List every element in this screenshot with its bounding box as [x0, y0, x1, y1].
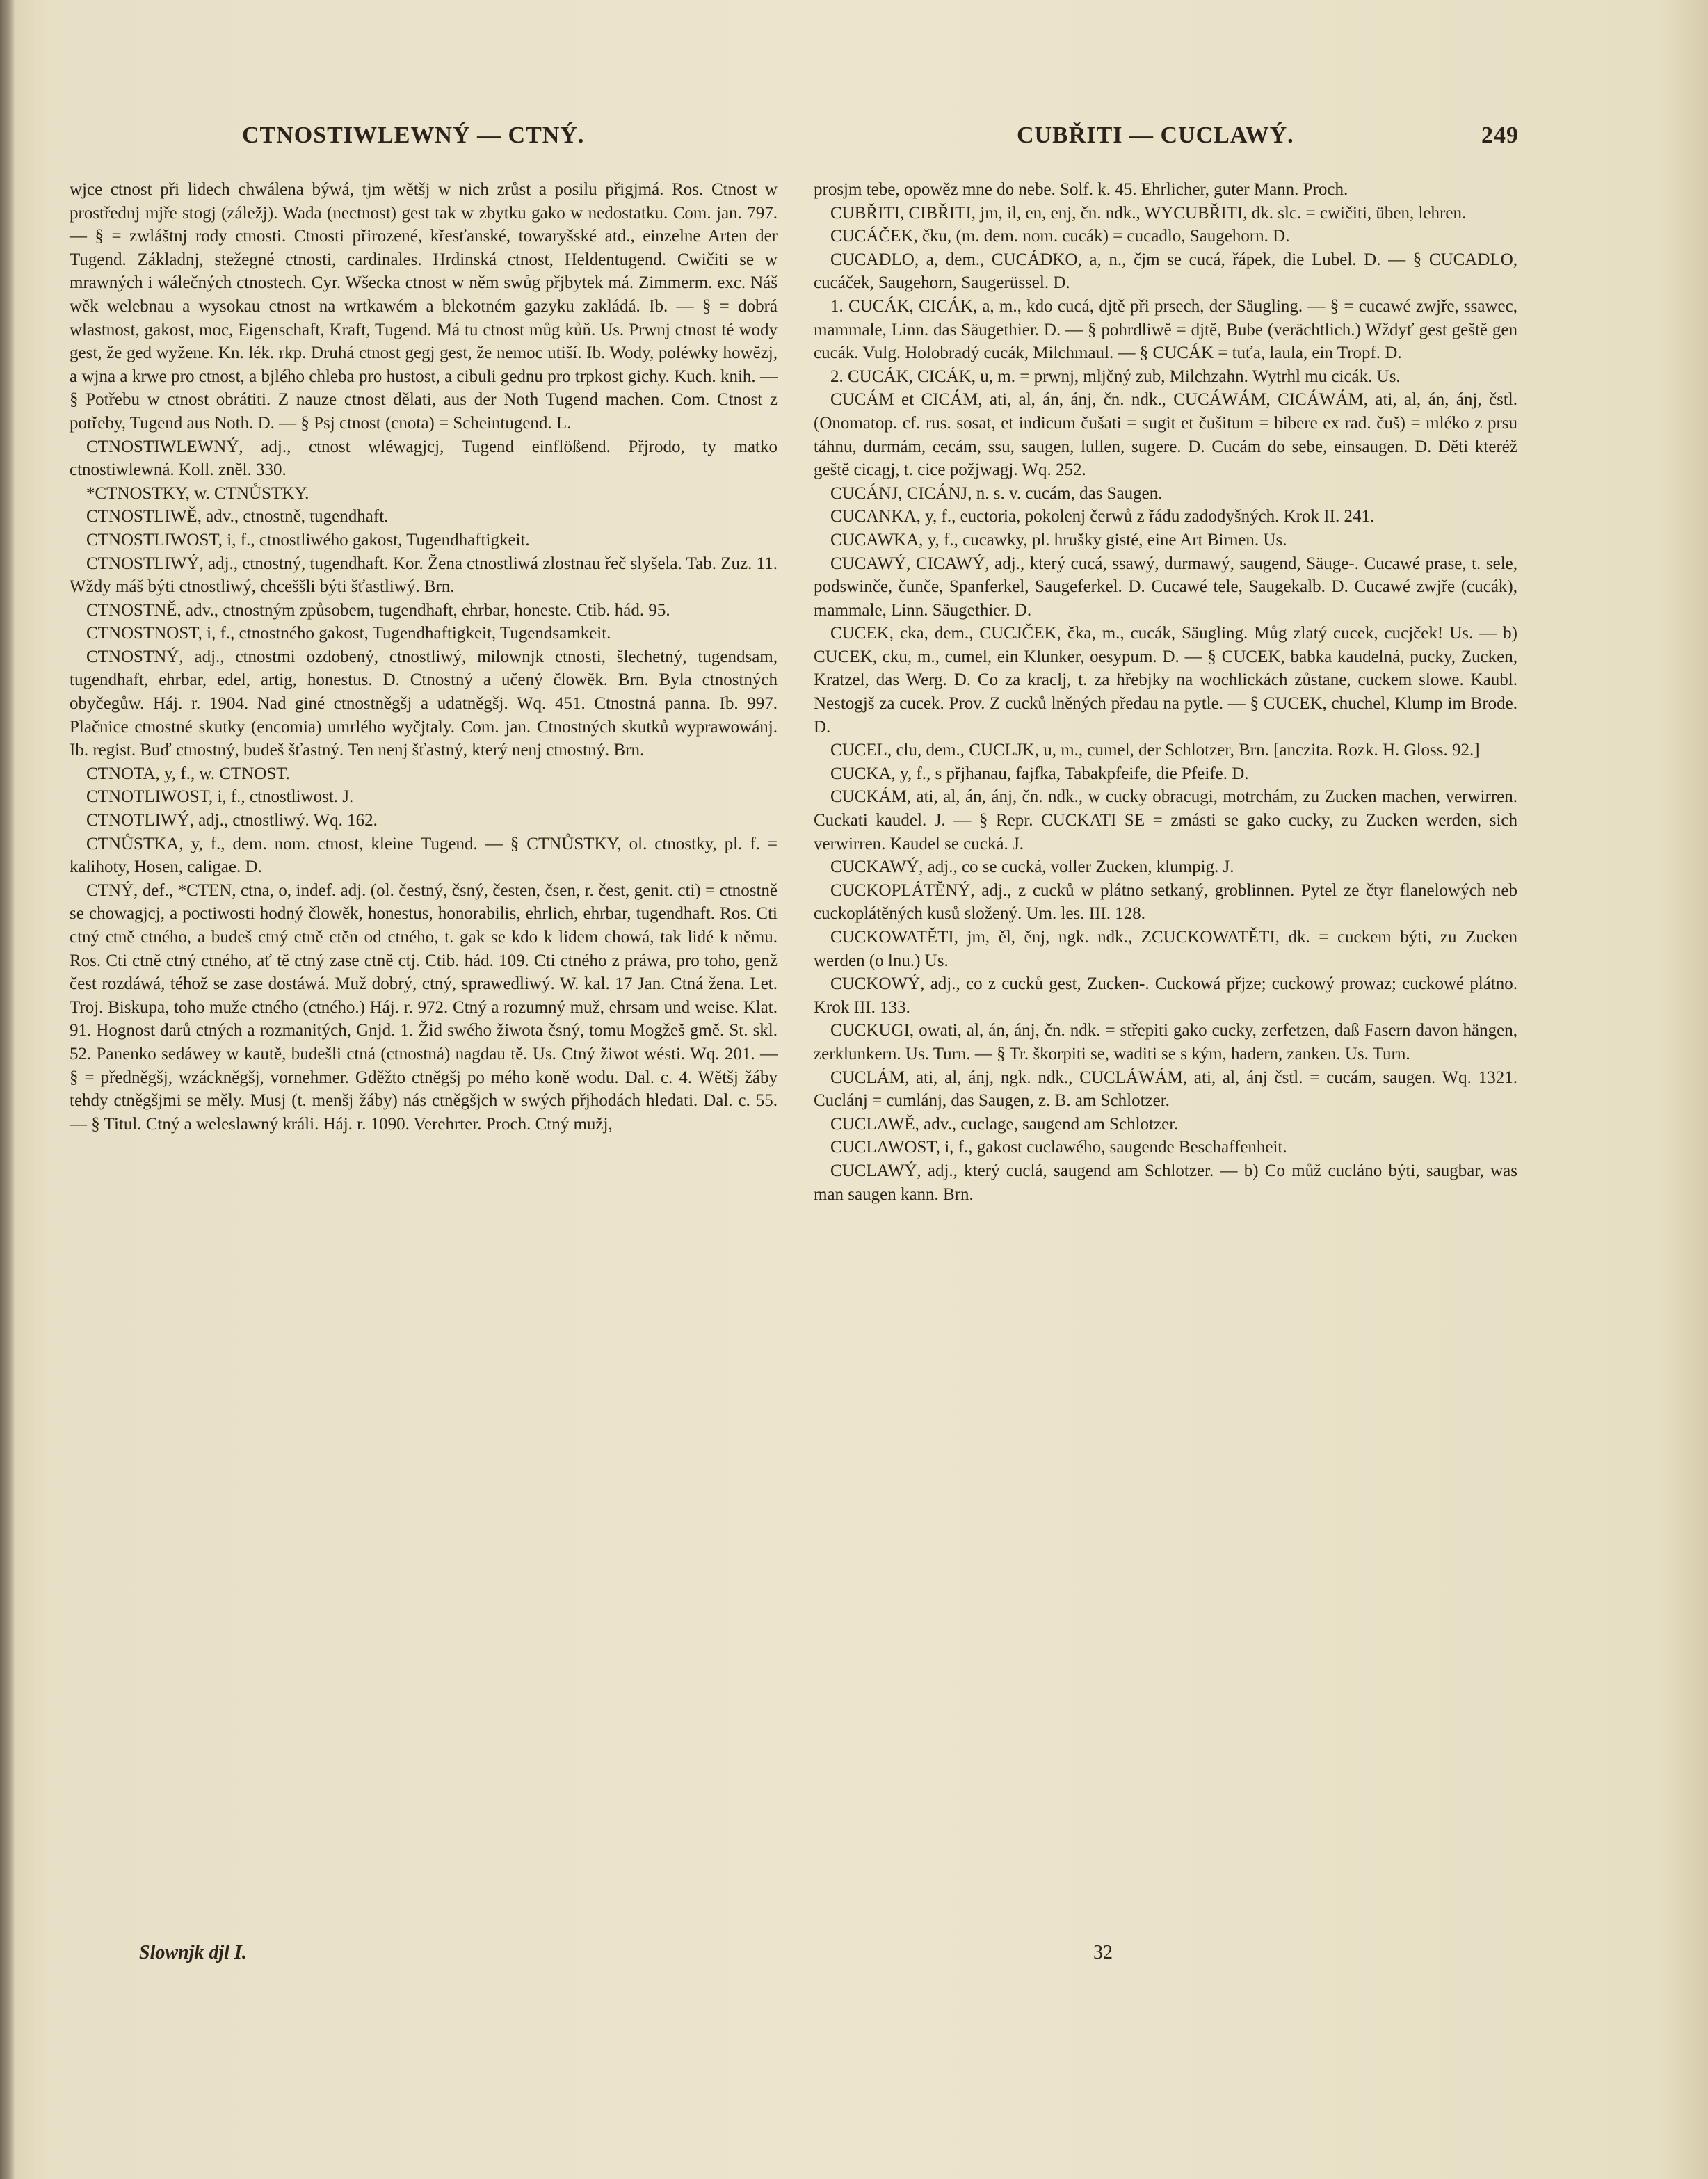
dictionary-entry: CUCANKA, y, f., euctoria, pokolenj čerwů z řádu zadodyšných. Krok II. 241. [830, 507, 1375, 526]
dictionary-entry: CTNOTLIWOST, i, f., ctnostliwost. J. [86, 787, 354, 807]
dictionary-entry: CTNOSTLIWOST, i, f., ctnostliwého gakost, Tugendhaftigkeit. [86, 530, 530, 549]
dictionary-entry: CTNOSTIWLEWNÝ, adj., ctnost wléwagjcj, Tugend einflößend. Přjrodo, ty matko ctnostiwlewná. Koll. zněl. 330. [70, 437, 778, 480]
dictionary-entry: CUCKOWATĚTI, jm, ěl, ěnj, ngk. ndk., ZCUCKOWATĚTI, dk. = cuckem býti, zu Zucken werden (o lnu.) Us. [814, 928, 1517, 970]
book-spine-shadow [0, 0, 15, 2179]
dictionary-entry: CTNOSTLIWÝ, adj., ctnostný, tugendhaft. Kor. Žena ctnostliwá zlostnau řeč slyšela. Tab. Zuz. 11. Wždy máš býti ctnostliwý, chceššli býti šťastliwý. Brn. [70, 554, 778, 597]
dictionary-entry: CUCKA, y, f., s přjhanau, fajfka, Tabakpfeife, die Pfeife. D. [830, 764, 1249, 783]
dictionary-entry: CUCLAWÝ, adj., který cuclá, saugend am Schlotzer. — b) Co můž cucláno býti, saugbar, was man saugen kann. Brn. [814, 1161, 1517, 1204]
header-center-title: CUBŘITI — CUCLAWÝ. [1017, 122, 1294, 148]
dictionary-entry: CUBŘITI, CIBŘITI, jm, il, en, enj, čn. ndk., WYCUBŘITI, dk. slc. = cwičiti, üben, lehren. [830, 203, 1467, 223]
dictionary-entry: CUCÁNJ, CICÁNJ, n. s. v. cucám, das Saugen. [830, 483, 1163, 503]
running-header [0, 117, 1708, 159]
dictionary-entry: CTNOTA, y, f., w. CTNOST. [86, 764, 290, 783]
dictionary-entry: CTNŮSTKA, y, f., dem. nom. ctnost, kleine Tugend. — § CTNŮSTKY, ol. ctnostky, pl. f. = kalihoty, Hosen, caligae. D. [70, 834, 778, 877]
dictionary-entry: CUCÁČEK, čku, (m. dem. nom. cucák) = cucadlo, Saugehorn. D. [830, 227, 1290, 246]
right-column [814, 178, 1517, 1206]
page-footer [0, 1942, 1708, 1977]
dictionary-entry: CUCLÁM, ati, al, ánj, ngk. ndk., CUCLÁWÁM, ati, al, ánj čstl. = cucám, saugen. Wq. 1321. Cuclánj = cumlánj, das Saugen, z. B. am Schlotzer. [814, 1068, 1517, 1111]
dictionary-entry: CUCLAWĚ, adv., cuclage, saugend am Schlotzer. [830, 1114, 1179, 1134]
footer-signature: Slownjk djl I. [139, 1942, 247, 1963]
dictionary-entry: CUCKÁM, ati, al, án, ánj, čn. ndk., w cucky obracugi, motrchám, zu Zucken machen, verwirren. Cuckati kaudel. J. — § Repr. CUCKATI SE = zmásti se gako cucky, zu Zucken werden, sich verwirren. Kaudel se cucká. J. [814, 787, 1517, 853]
dictionary-entry: CTNOTLIWÝ, adj., ctnostliwý. Wq. 162. [86, 811, 378, 830]
dictionary-entry: CTNOSTNĚ, adv., ctnostným způsobem, tugendhaft, ehrbar, honeste. Ctib. hád. 95. [86, 600, 670, 620]
dictionary-entry: CUCKAWÝ, adj., co se cucká, voller Zucken, klumpig. J. [830, 858, 1234, 877]
dictionary-entry: 1. CUCÁK, CICÁK, a, m., kdo cucá, djtě při prsech, der Säugling. — § = cucawé zwjře, ssawec, mammale, Linn. das Säugethier. D. — § pohrdliwě = djtě, Bube (verächtlich.) Wždyť gest geště gen cucák. Vulg. Holobradý cucák, Milchmaul. — § CUCÁK = tuťa, laula, ein Tropf. D. [814, 296, 1517, 363]
dictionary-entry: CUCAWKA, y, f., cucawky, pl. hrušky gisté, eine Art Birnen. Us. [830, 530, 1287, 549]
dictionary-entry: CTNÝ, def., *CTEN, ctna, o, indef. adj. (ol. čestný, čsný, česten, čsen, r. čest, genit. cti) = ctnostně se chowagjcj, a poctiwosti hodný člowěk, honestus, honorabilis, ehrlich, ehrbar, tugendhaft. Ros. Cti ctný ctně ctného, a budeš ctný ctně ctěn od ctného, t. gak se kdo k lidem chowá, tak lidé k němu. Ros. Cti ctně ctný ctného, ať tě ctný zase ctně ctj. Ctib. hád. 109. Cti ctného z práwa, pro toho, genž čest rozdáwá, téhož se zase dostáwá. Muž dobrý, ctný, sprawedliwý. W. kal. 17 Jan. Ctná žena. Let. Troj. Biskupa, toho muže ctného (ctného.) Háj. r. 972. Ctný a rozumný muž, ehrsam und weise. Klat. 91. Hognost darů ctných a rozmanitých, Gnjd. 1. Žid swého žiwota čsný, tomu Mogžeš gmě. St. skl. 52. Panenko sedáwey w kautě, budešli ctná (ctnostná) nagdau tě. Us. Ctný žiwot wésti. Wq. 201. — § = předněgšj, wzáckněgšj, vornehmer. Gděžto ctněgšj po mého koně wodu. Dal. c. 4. Wětšj žáby tehdy ctněgšjmi se měly. Musj (t. menšj žáby) nás ctněgšjch w swých přjhodách hledati. Dal. c. 55. — § Titul. Ctný a weleslawný králi. Háj. r. 1090. Verehrter. Proch. Ctný mužj, [70, 881, 778, 1134]
dictionary-entry: CUCADLO, a, dem., CUCÁDKO, a, n., čjm se cucá, řápek, die Lubel. D. — § CUCADLO, cucáček, Saugehorn, Saugerüssel. D. [814, 250, 1517, 293]
dictionary-entry: CUCKOWÝ, adj., co z cucků gest, Zucken-. Cuckowá přjze; cuckowý prowaz; cuckowé plátno. Krok III. 133. [814, 974, 1517, 1017]
dictionary-entry: wjce ctnost při lidech chwálena býwá, tjm wětšj w nich zrůst a posilu přigjmá. Ros. Ctnost w prostřednj mjře stogj (záležj). Wada (nectnost) gest tak w zbytku gako w nedostatku. Com. jan. 797. — § = zwláštnj rody ctnosti. Ctnosti přirozené, křesťanské, towaryšské atd., einzelne Arten der Tugend. Základnj, stežegné ctnosti, cardinales. Hrdinská ctnost, Heldentugend. Cwičiti se w mrawných i wálečných ctnostech. Cyr. Wšecka ctnost w něm swůg přjbytek má. Zimmerm. exc. Náš wěk welebnau a wysokau ctnost na wrtkawém a blekotném gazyku zakládá. Ib. — § = dobrá wlastnost, gakost, moc, Eigenschaft, Kraft, Tugend. Má tu ctnost můg kůň. Us. Prwnj ctnost té wody gest, že ged wyžene. Kn. lék. rkp. Druhá ctnost gegj gest, že nemoc utiší. Ib. Wody, poléwky howězj, a wjna a krwe pro ctnost, a bjlého chleba pro hustost, a cibuli gednu pro trpkost gichy. Kuch. knih. — § Potřebu w ctnost obrátiti. Z nauze ctnost dělati, aus der Noth Tugend machen. Com. Ctnost z potřeby, Tugend aus Noth. D. — § Psj ctnost (cnota) = Scheintugend. L. [70, 180, 778, 433]
dictionary-entry: CUCEK, cka, dem., CUCJČEK, čka, m., cucák, Säugling. Můg zlatý cucek, cucjček! Us. — b) CUCEK, cku, m., cumel, ein Klunker, oesypum. D. — § CUCEK, babka kaudelná, pucky, Zucken, Kratzel, das Werg. D. Co za kraclj, t. za hřebjky na wochlickách zůstane, cuckem slowe. Kaubl. Nestogjš za cucek. Prov. Z cucků lněných předau na pytle. — § CUCEK, chuchel, Klump im Brode. D. [814, 624, 1517, 737]
dictionary-entry: CUCAWÝ, CICAWÝ, adj., který cucá, ssawý, durmawý, saugend, Säuge-. Cucawé prase, t. sele, podswinče, čunče, Spanferkel, Saugeferkel. D. Cucawé tele, Saugekalb. D. Cucawé zwjře (cucák), mammale, Linn. Säugethier. D. [814, 554, 1517, 620]
page-number: 249 [1481, 122, 1519, 148]
dictionary-entry: CUCÁM et CICÁM, ati, al, án, ánj, čn. ndk., CUCÁWÁM, CICÁWÁM, ati, al, án, ánj, čstl. (Onomatop. cf. rus. sosat, et indicum čušati = sugit et čušitum = bibere ex rad. čuš) = mléko z prsu táhnu, durmám, cecám, ssu, saugen, lullen, sugere. D. Cucám do sebe, einsaugen. D. Děti kteréž geště cicagj, t. cice požjwagj. Wq. 252. [814, 390, 1517, 480]
dictionary-entry: CTNOSTNÝ, adj., ctnostmi ozdobený, ctnostliwý, milownjk ctnosti, šlechetný, tugendsam, tugendhaft, ehrbar, edel, artig, honestus. D. Ctnostný a učený člowěk. Brn. Byla ctnostných obyčegůw. Háj. r. 1904. Nad giné ctnostněgšj a udatněgšj. Wq. 451. Ctnostná panna. Ib. 997. Plačnice ctnostné skutky (encomia) umrlého wyčjtaly. Com. jan. Ctnostných skutků wyprawowánj. Ib. regist. Buď ctnostný, budeš šťastný. Ten nenj šťastný, který nenj ctnostný. Brn. [70, 647, 778, 760]
dictionary-entry: CTNOSTLIWĚ, adv., ctnostně, tugendhaft. [86, 507, 389, 526]
dictionary-entry: CUCLAWOST, i, f., gakost cuclawého, saugende Beschaffenheit. [830, 1138, 1287, 1157]
dictionary-entry: CTNOSTNOST, i, f., ctnostného gakost, Tugendhaftigkeit, Tugendsamkeit. [86, 624, 611, 643]
dictionary-entry: CUCEL, clu, dem., CUCLJK, u, m., cumel, der Schlotzer, Brn. [anczita. Rozk. H. Gloss. 92.] [830, 741, 1480, 760]
dictionary-entry: CUCKOPLÁTĚNÝ, adj., z cucků w plátno setkaný, groblinnen. Pytel ze čtyr flanelowých neb cuckoplátěných kusů složený. Um. les. III. 128. [814, 881, 1517, 924]
dictionary-entry: *CTNOSTKY, w. CTNŮSTKY. [86, 483, 309, 503]
sheet-number: 32 [1093, 1942, 1113, 1963]
left-column [70, 178, 778, 1136]
dictionary-entry: CUCKUGI, owati, al, án, ánj, čn. ndk. = střepiti gako cucky, zerfetzen, daß Fasern davon hängen, zerklunkern. Us. Turn. — § Tr. škorpiti se, waditi se s kým, hadern, zanken. Us. Turn. [814, 1021, 1517, 1063]
dictionary-entry: 2. CUCÁK, CICÁK, u, m. = prwnj, mljčný zub, Milchzahn. Wytrhl mu cicák. Us. [830, 367, 1401, 386]
header-left-title: CTNOSTIWLEWNÝ — CTNÝ. [242, 122, 585, 148]
dictionary-entry: prosjm tebe, opowěz mne do nebe. Solf. k. 45. Ehrlicher, guter Mann. Proch. [814, 180, 1348, 199]
